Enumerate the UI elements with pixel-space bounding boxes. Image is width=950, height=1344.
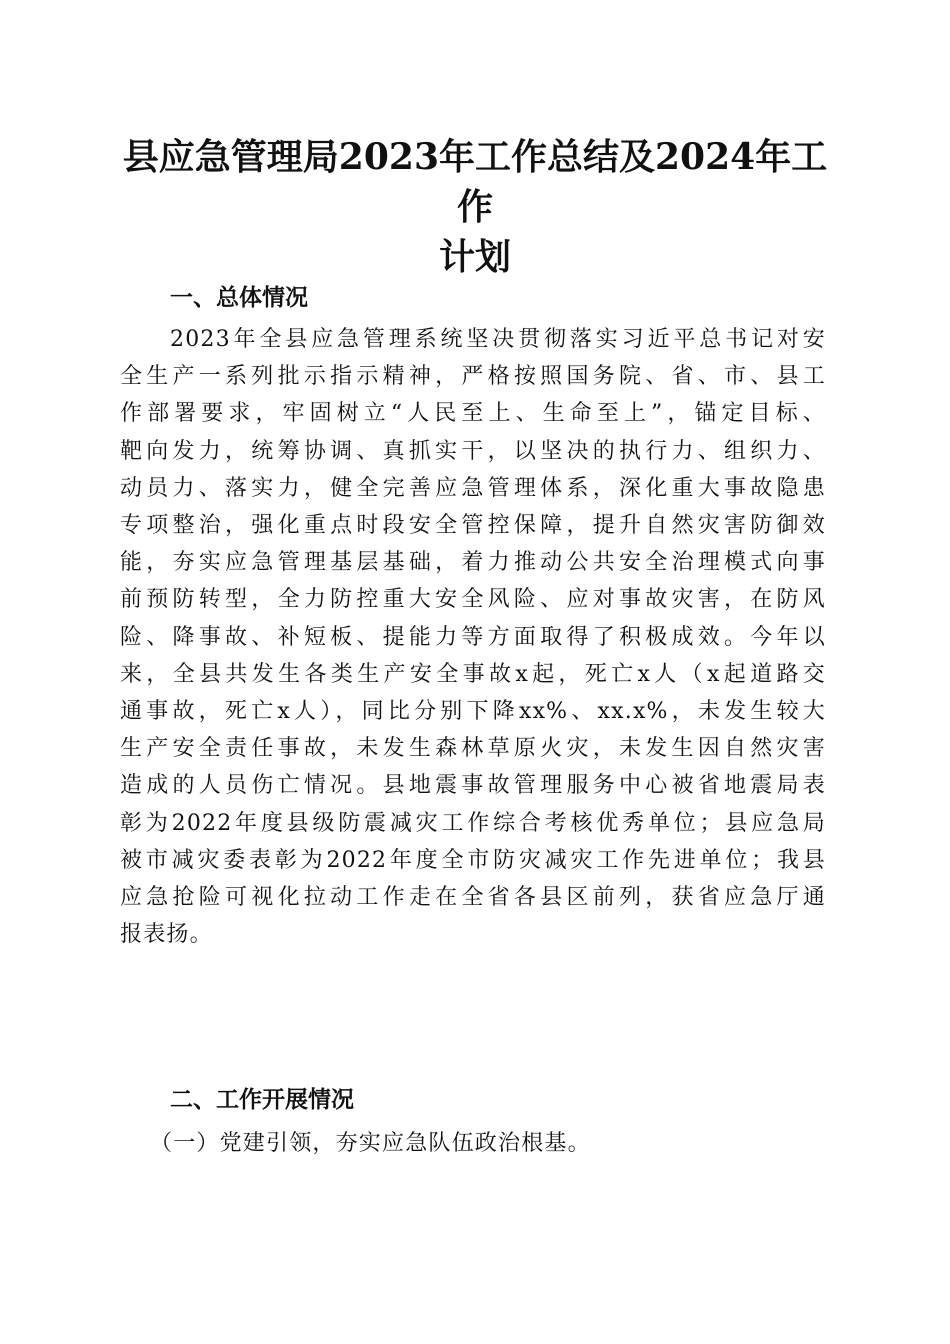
paragraph-line: 全生产一系列批示指示精神，严格按照国务院、省、市、县工 <box>120 364 826 390</box>
section-heading-overview: 一、总体情况 <box>170 285 308 311</box>
paragraph-line: 靶向发力，统筹协调、真抓实干，以坚决的执行力、组织力、 <box>120 438 826 464</box>
paragraph-line: 应急抢险可视化拉动工作走在全省各县区前列，获省应急厅通 <box>120 885 826 911</box>
paragraph-line: 报表扬。 <box>120 922 213 948</box>
paragraph-line: 彰为2022年度县级防震减灾工作综合考核优秀单位；县应急局 <box>120 810 826 836</box>
paragraph-line: 被市减灾委表彰为2022年度全市防灾减灾工作先进单位；我县 <box>120 847 826 873</box>
subsection-heading-party-building: （一）党建引领，夯实应急队伍政治根基。 <box>150 1131 591 1156</box>
document-title <box>110 132 840 282</box>
paragraph-line: 造成的人员伤亡情况。县地震事故管理服务中心被省地震局表 <box>120 773 826 799</box>
document-title-line-2: 计划 <box>438 236 511 278</box>
section-heading-work-progress: 二、工作开展情况 <box>170 1087 354 1113</box>
overview-paragraph <box>120 321 826 953</box>
paragraph-line: 2023年全县应急管理系统坚决贯彻落实习近平总书记对安 <box>170 327 826 352</box>
paragraph-line: 作部署要求，牢固树立“人民至上、生命至上”，锚定目标、 <box>120 401 826 427</box>
paragraph-line: 来，全县共发生各类生产安全事故x起，死亡x人（x起道路交 <box>120 661 826 687</box>
paragraph-line: 生产安全责任事故，未发生森林草原火灾，未发生因自然灾害 <box>120 736 826 762</box>
paragraph-line: 通事故，死亡x人），同比分别下降xx%、xx.x%，未发生较大 <box>120 699 826 725</box>
document-title-line-1: 县应急管理局2023年工作总结及2024年工作 <box>122 136 828 228</box>
paragraph-line: 专项整治，强化重点时段安全管控保障，提升自然灾害防御效 <box>120 513 826 539</box>
paragraph-line: 前预防转型，全力防控重大安全风险、应对事故灾害，在防风 <box>120 587 826 613</box>
paragraph-line: 能，夯实应急管理基层基础，着力推动公共安全治理模式向事 <box>120 550 826 576</box>
paragraph-line: 动员力、落实力，健全完善应急管理体系，深化重大事故隐患 <box>120 475 826 501</box>
paragraph-line: 险、降事故、补短板、提能力等方面取得了积极成效。今年以 <box>120 624 826 650</box>
